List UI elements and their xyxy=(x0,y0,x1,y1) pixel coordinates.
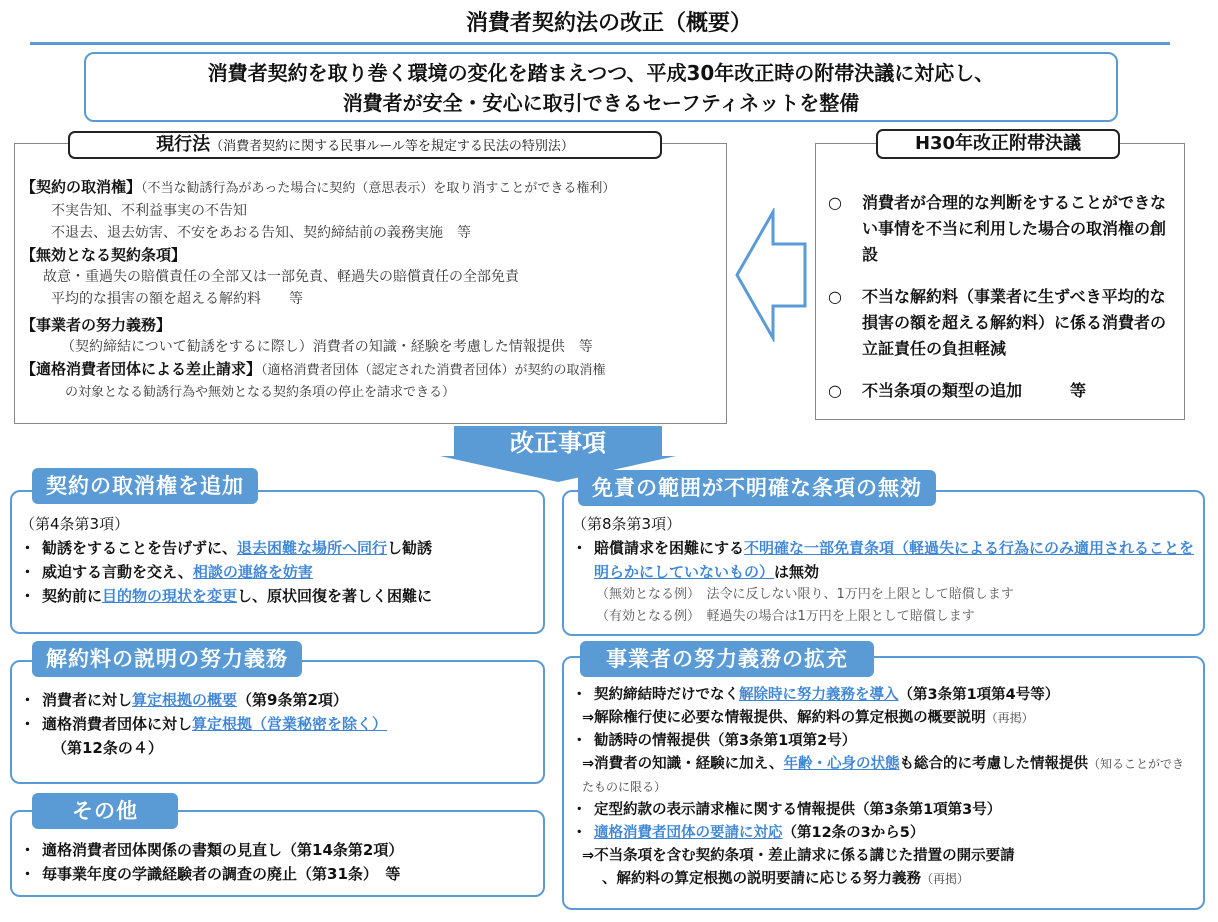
list-item xyxy=(20,712,535,736)
ref: （第8条第3項） xyxy=(572,515,682,533)
summary-box xyxy=(84,52,1118,122)
list-item xyxy=(828,378,1170,404)
circle-mark: ○ xyxy=(828,381,842,400)
heading: 【契約の取消権】 xyxy=(21,178,142,196)
section-title: 解約料の説明の努力義務 xyxy=(32,641,302,677)
title-divider xyxy=(30,42,1170,45)
text: 、解約料の算定根拠の説明要請に応じる努力義務 xyxy=(602,871,921,887)
note: （適格消費者団体（認定された消費者団体）が契約の取消権 xyxy=(261,363,606,378)
bullet: ・ xyxy=(572,687,587,703)
note: （再掲） xyxy=(921,872,970,886)
bullet: ・ xyxy=(20,691,36,709)
text: の対象となる勧誘行為や無効となる契約条項の停止を請求できる） xyxy=(65,385,456,400)
text: し、原状回復を著しく困難に xyxy=(237,587,433,605)
item-text: 消費者が合理的な判断をすることができない事情を不当に利用した場合の取消権の創設 xyxy=(862,193,1167,264)
ref: （第4条第3項） xyxy=(20,515,130,533)
list-item xyxy=(828,190,1170,268)
list-item xyxy=(20,838,535,862)
text: （第12条の４） xyxy=(52,739,163,757)
highlight: 不明確な一部免責条項（軽過失による行為にのみ適用されることを明らかにしていないもの） xyxy=(594,539,1195,581)
h30-resolution-box xyxy=(815,143,1185,420)
text: （契約締結について勧誘をするに際し）消費者の知識・経験を考慮した情報提供 等 xyxy=(61,339,593,355)
bullet: ・ xyxy=(20,539,36,557)
item-text: 不当な解約料（事業者に生ずべき平均的な損害の額を超える解約料）に係る消費者の立証責任の負担軽減 xyxy=(862,287,1167,358)
bullet: ・ xyxy=(20,587,36,605)
section-title: 免責の範囲が不明確な条項の無効 xyxy=(578,470,936,506)
section-title: その他 xyxy=(32,793,178,829)
text: も総合的に考慮した情報提供 xyxy=(899,756,1089,772)
bullet: ・ xyxy=(20,841,36,859)
text: （第12条の3から5） xyxy=(782,825,925,841)
text: 平均的な損害の額を超える解約料 等 xyxy=(51,291,303,307)
list-item xyxy=(572,799,1195,822)
text: 消費者に対し xyxy=(42,691,133,709)
list-item xyxy=(20,560,535,584)
current-law-tab xyxy=(68,131,662,159)
highlight: 算定根拠の概要 xyxy=(132,691,238,709)
tab-main: 現行法 xyxy=(156,134,211,155)
highlight: 目的物の現状を変更 xyxy=(102,587,238,605)
note: （不当な勧誘行為があった場合に契約（意思表示）を取り消すことができる権利） xyxy=(141,181,616,196)
list-item xyxy=(572,730,1195,753)
summary-line1: 消費者契約を取り巻く環境の変化を踏まえつつ、平成30年改正時の附帯決議に対応し、 xyxy=(207,61,995,85)
text: 毎事業年度の学識経験者の調査の廃止（第31条） 等 xyxy=(42,865,401,883)
bullet: ・ xyxy=(572,733,587,749)
highlight: 解除時に努力義務を導入 xyxy=(739,687,899,703)
heading: 【無効となる契約条項】 xyxy=(21,246,187,264)
text: は無効 xyxy=(774,563,820,581)
item-text: 不当条項の類型の追加 等 xyxy=(862,381,1087,400)
heading: 【事業者の努力義務】 xyxy=(21,316,172,334)
amendment-label: 改正事項 xyxy=(510,429,606,457)
text: 不退去、退去妨害、不安をあおる告知、契約締結前の義務実施 等 xyxy=(51,225,471,241)
text: 適格消費者団体に対し xyxy=(42,715,193,733)
circle-mark: ○ xyxy=(828,193,842,212)
text: ⇒解除権行使に必要な情報提供、解約料の算定根拠の概要説明 xyxy=(582,710,986,726)
current-law-box xyxy=(14,143,727,424)
list-item xyxy=(20,862,535,886)
text: ⇒消費者の知識・経験に加え、 xyxy=(582,756,784,772)
heading: 【適格消費者団体による差止請求】 xyxy=(21,360,262,378)
list-item xyxy=(20,688,535,712)
section-title: 事業者の努力義務の拡充 xyxy=(580,641,874,677)
h30-tab: H30年改正附帯決議 xyxy=(876,129,1120,159)
text: し勧誘 xyxy=(387,539,433,557)
left-arrow-icon xyxy=(733,208,809,342)
highlight: 適格消費者団体の要請に対応 xyxy=(594,825,783,841)
section-rescission xyxy=(10,490,545,634)
text: 定型約款の表示請求権に関する情報提供（第3条第1項第3号） xyxy=(594,802,1002,818)
text: 勧誘をすることを告げずに、 xyxy=(42,539,238,557)
text: 威迫する言動を交え、 xyxy=(42,563,193,581)
text: （第9条第2項） xyxy=(237,691,348,709)
section-title: 契約の取消権を追加 xyxy=(32,468,258,504)
tab-sub: （消費者契約に関する民事ルール等を規定する民法の特別法） xyxy=(210,139,574,154)
bullet: ・ xyxy=(572,539,588,557)
text: 適格消費者団体関係の書類の見直し（第14条第2項） xyxy=(42,841,404,859)
list-item xyxy=(20,584,535,608)
text: 賠償請求を困難にする xyxy=(594,539,745,557)
highlight: 算定根拠（営業秘密を除く） xyxy=(192,715,388,733)
highlight: 退去困難な場所へ同行 xyxy=(237,539,388,557)
page-title: 消費者契約法の改正（概要） xyxy=(465,11,752,36)
text: 契約前に xyxy=(42,587,103,605)
example-valid: （有効となる例） 軽過失の場合は1万円を上限として賠償します xyxy=(596,609,975,624)
example-invalid: （無効となる例） 法令に反しない限り、1万円を上限として賠償します xyxy=(596,587,1014,602)
bullet: ・ xyxy=(20,563,36,581)
text: 勧誘時の情報提供（第3条第1項第2号） xyxy=(594,733,857,749)
bullet: ・ xyxy=(572,825,587,841)
section-cancellation-fee xyxy=(10,660,545,784)
text: 不実告知、不利益事実の不告知 xyxy=(51,203,247,219)
list-item xyxy=(572,536,1195,584)
bullet: ・ xyxy=(20,715,36,733)
list-item xyxy=(20,536,535,560)
bullet: ・ xyxy=(572,802,587,818)
list-item xyxy=(572,822,1195,845)
list-item xyxy=(572,684,1195,707)
text: （第3条第1項第4号等） xyxy=(898,687,1060,703)
note: （再掲） xyxy=(985,711,1034,725)
text: 故意・重過失の賠償責任の全部又は一部免責、軽過失の賠償責任の全部免責 xyxy=(43,269,519,285)
text: 契約締結時だけでなく xyxy=(594,687,739,703)
circle-mark: ○ xyxy=(828,287,842,306)
bullet: ・ xyxy=(20,865,36,883)
text: ⇒不当条項を含む契約条項・差止請求に係る講じた措置の開示要請 xyxy=(582,848,1015,864)
highlight: 年齢・心身の状態 xyxy=(783,756,900,772)
section-exemption xyxy=(562,490,1205,636)
list-item xyxy=(828,284,1170,362)
highlight: 相談の連絡を妨害 xyxy=(192,563,313,581)
section-business-duty xyxy=(562,656,1205,910)
note: （知ることができたものに限る） xyxy=(582,757,1185,794)
summary-line2: 消費者が安全・安心に取引できるセーフティネットを整備 xyxy=(342,91,860,115)
